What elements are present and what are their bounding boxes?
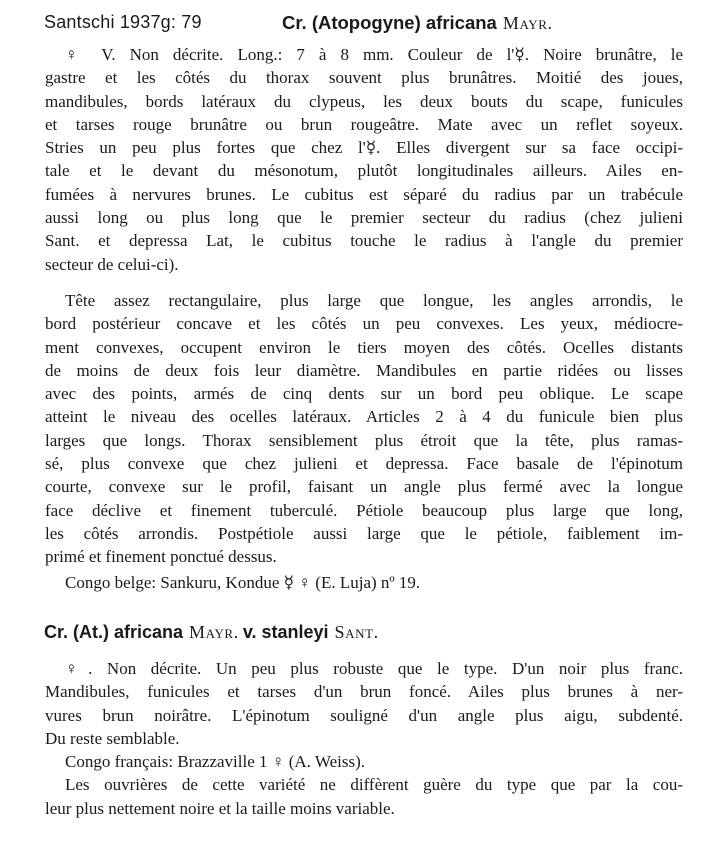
- text-line: et tarses rouge brunâtre ou brun rougeâtre. Mate avec un reflet soyeux.: [45, 114, 683, 134]
- text-line: fumées à nervures brunes. Le cubitus est séparé du radius par un trabécule: [45, 184, 683, 204]
- text-line: ment convexes, occupent environ le tiers moyen des côtés. Ocelles distants: [45, 337, 683, 357]
- page-header: [44, 12, 684, 38]
- text-line: tale et le devant du mésonotum, plutôt longitudinales ailleurs. Ailes en-: [45, 161, 683, 181]
- species-name: Cr. (Atopogyne) africana: [282, 12, 497, 33]
- text-line: vures brun noirâtre. L'épinotum souligné d'un angle plus aigu, subdenté.: [45, 705, 683, 725]
- text-line: leur plus nettement noire et la taille moins variable.: [45, 798, 395, 818]
- text-line: courte, convexe sur le profil, faisant un angle plus fermé avec la longue: [45, 477, 683, 497]
- text-line: Tête assez rectangulaire, plus large que longue, les angles arrondis, le: [65, 291, 683, 310]
- text-line: gastre et les côtés du thorax souvent plus brunâtres. Moitié des joues,: [45, 68, 683, 88]
- female-description: [45, 43, 683, 276]
- species-title: [282, 12, 553, 34]
- text-line: sé, plus convexe que chez julieni et depressa. Face basale de l'épinotum: [45, 454, 683, 474]
- text-line: les côtés arrondis. Postpétiole aussi large que le pétiole, faiblement im-: [45, 523, 683, 543]
- citation: Santschi 1937g: 79: [44, 12, 202, 32]
- locality-line: Congo français: Brazzaville 1 ♀ (A. Weiss).: [65, 752, 365, 772]
- text-line: ♀. Non décrite. Un peu plus robuste que le type. D'un noir plus franc.: [65, 659, 683, 678]
- text-line: Sant. et depressa Lat, le cubitus touche le radius à l'angle du premier: [45, 231, 683, 251]
- text-line: de moins de deux fois leur diamètre. Mandibules en partie ridées ou lisses: [45, 360, 683, 380]
- text-line: ♀ V. Non décrite. Long.: 7 à 8 mm. Couleur de l'☿. Noire brunâtre, le: [65, 45, 683, 64]
- text-line: larges que longs. Thorax sensiblement plus étroit que la tête, plus ramas-: [45, 430, 683, 450]
- text-line: aussi long ou plus long que le premier secteur du radius (chez julieni: [45, 208, 683, 228]
- text-line: secteur de celui-ci).: [45, 254, 179, 274]
- locality-line: Congo belge: Sankuru, Kondue ☿ ♀ (E. Luja) nº 19.: [65, 572, 421, 592]
- text-line: Stries un peu plus fortes que chez l'☿. Elles divergent sur sa face occipi-: [45, 138, 683, 158]
- head-thorax-description: [45, 289, 683, 594]
- text-line: Du reste semblable.: [45, 728, 180, 748]
- variety-title: [44, 622, 684, 648]
- text-line: Mandibules, funicules et tarses d'un brun foncé. Ailes plus brunes à ner-: [45, 682, 683, 702]
- text-line: primé et finement ponctué dessus.: [45, 547, 277, 567]
- variety-species-author: Mayr.: [189, 622, 239, 642]
- text-line: avec des points, armés de cinq dents sur un bord peu oblique. Le scape: [45, 384, 683, 404]
- variety-description: [45, 657, 683, 820]
- species-author: Mayr.: [502, 13, 553, 33]
- text-line: atteint le niveau des ocelles latéraux. Articles 2 à 4 du funicule bien plus: [45, 407, 683, 427]
- variety-name: v. stanleyi: [242, 622, 329, 642]
- variety-author: Sant.: [334, 622, 379, 642]
- text-line: Les ouvrières de cette variété ne diffèrent guère du type que par la cou-: [65, 775, 683, 795]
- text-line: bord postérieur concave et les côtés un peu convexes. Les yeux, médiocre-: [45, 314, 683, 334]
- variety-species-name: Cr. (At.) africana: [44, 622, 184, 642]
- text-line: face déclive et finement tuberculé. Pétiole beaucoup plus large que long,: [45, 500, 683, 520]
- text-line: mandibules, bords latéraux du clypeus, les deux bouts du scape, funicules: [45, 91, 683, 111]
